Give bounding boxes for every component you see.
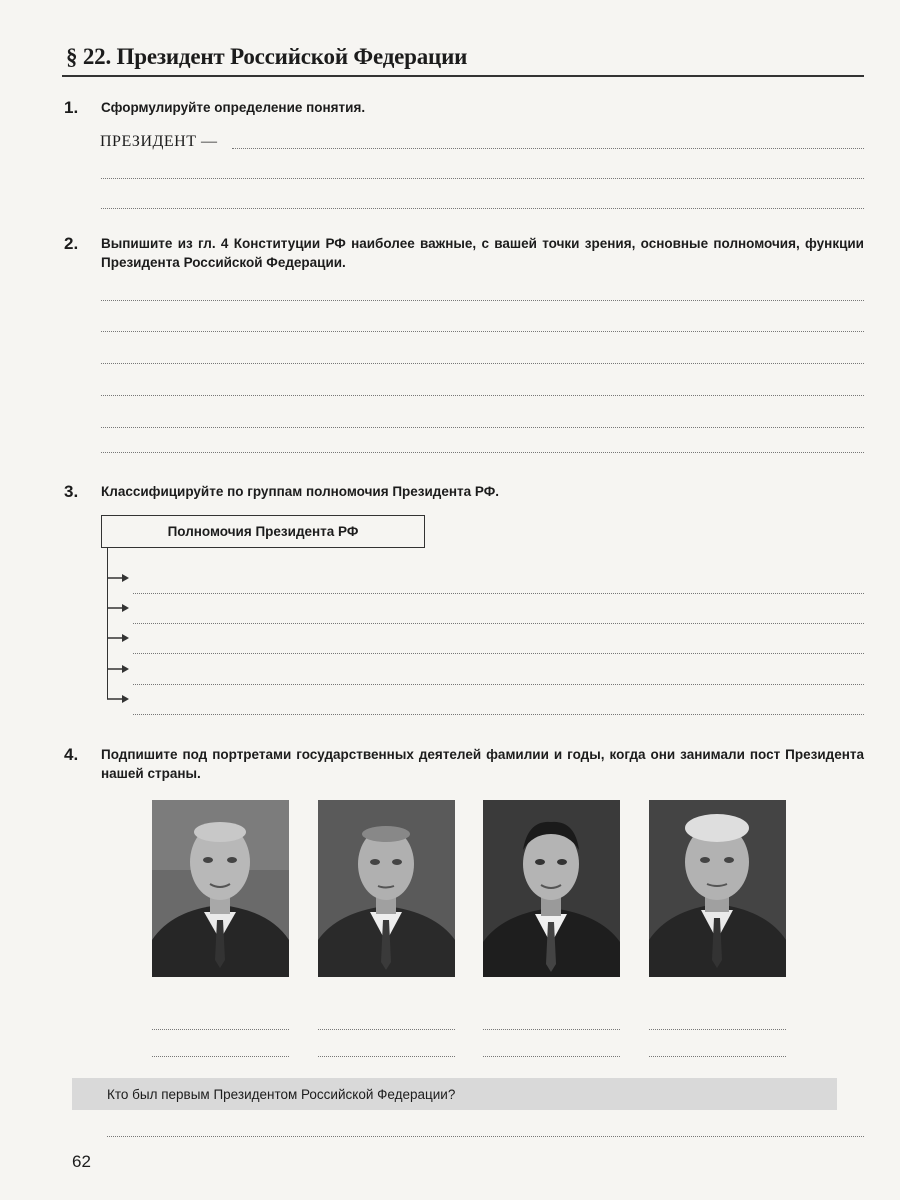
answer-line[interactable] — [101, 300, 864, 301]
signature-line[interactable] — [649, 1029, 786, 1030]
answer-line[interactable] — [133, 714, 864, 715]
signature-line[interactable] — [318, 1056, 455, 1057]
answer-line[interactable] — [101, 395, 864, 396]
arrow-right-icon — [107, 664, 129, 674]
arrow-right-icon — [107, 603, 129, 613]
question-3-text: Классифицируйте по группам полномочия Президента РФ. — [101, 484, 500, 499]
page-number: 62 — [72, 1152, 91, 1171]
answer-line[interactable] — [101, 452, 864, 453]
answer-line[interactable] — [101, 363, 864, 364]
diagram-connector — [107, 548, 108, 699]
question-1-number: 1. — [64, 98, 79, 117]
term-president: ПРЕЗИДЕНТ — — [100, 133, 218, 150]
first-president-question: Кто был первым Президентом Российской Федерации? — [107, 1087, 456, 1102]
title-underline — [62, 75, 864, 77]
question-2-number: 2. — [64, 234, 79, 253]
portrait-photo — [318, 800, 455, 977]
question-4-text: Подпишите под портретами государственных деятелей фамилии и годы, когда они занимали пост Президента нашей страны. — [101, 747, 864, 781]
section-title: § 22. Президент Российской Федерации — [66, 44, 468, 69]
president-powers-box: Полномочия Президента РФ — [101, 515, 425, 548]
answer-line[interactable] — [232, 148, 864, 149]
answer-line[interactable] — [101, 208, 864, 209]
answer-line[interactable] — [101, 331, 864, 332]
signature-line[interactable] — [483, 1029, 620, 1030]
answer-line[interactable] — [133, 653, 864, 654]
question-1-text: Сформулируйте определение понятия. — [101, 100, 366, 115]
portrait-photo — [152, 800, 289, 977]
question-2-text: Выпишите из гл. 4 Конституции РФ наиболее важные, с вашей точки зрения, основные полномочия, функции Президента Российской Федерации. — [101, 236, 864, 270]
answer-line[interactable] — [133, 623, 864, 624]
portrait-photo — [649, 800, 786, 977]
signature-line[interactable] — [152, 1056, 289, 1057]
answer-line[interactable] — [133, 593, 864, 594]
signature-line[interactable] — [483, 1056, 620, 1057]
question-3-number: 3. — [64, 482, 79, 501]
question-4-number: 4. — [64, 745, 79, 764]
arrow-right-icon — [107, 633, 129, 643]
answer-line[interactable] — [107, 1136, 864, 1137]
answer-line[interactable] — [133, 684, 864, 685]
arrow-right-icon — [107, 573, 129, 583]
portrait-photo — [483, 800, 620, 977]
answer-line[interactable] — [101, 178, 864, 179]
answer-line[interactable] — [101, 427, 864, 428]
arrow-right-icon — [107, 694, 129, 704]
signature-line[interactable] — [649, 1056, 786, 1057]
signature-line[interactable] — [318, 1029, 455, 1030]
signature-line[interactable] — [152, 1029, 289, 1030]
